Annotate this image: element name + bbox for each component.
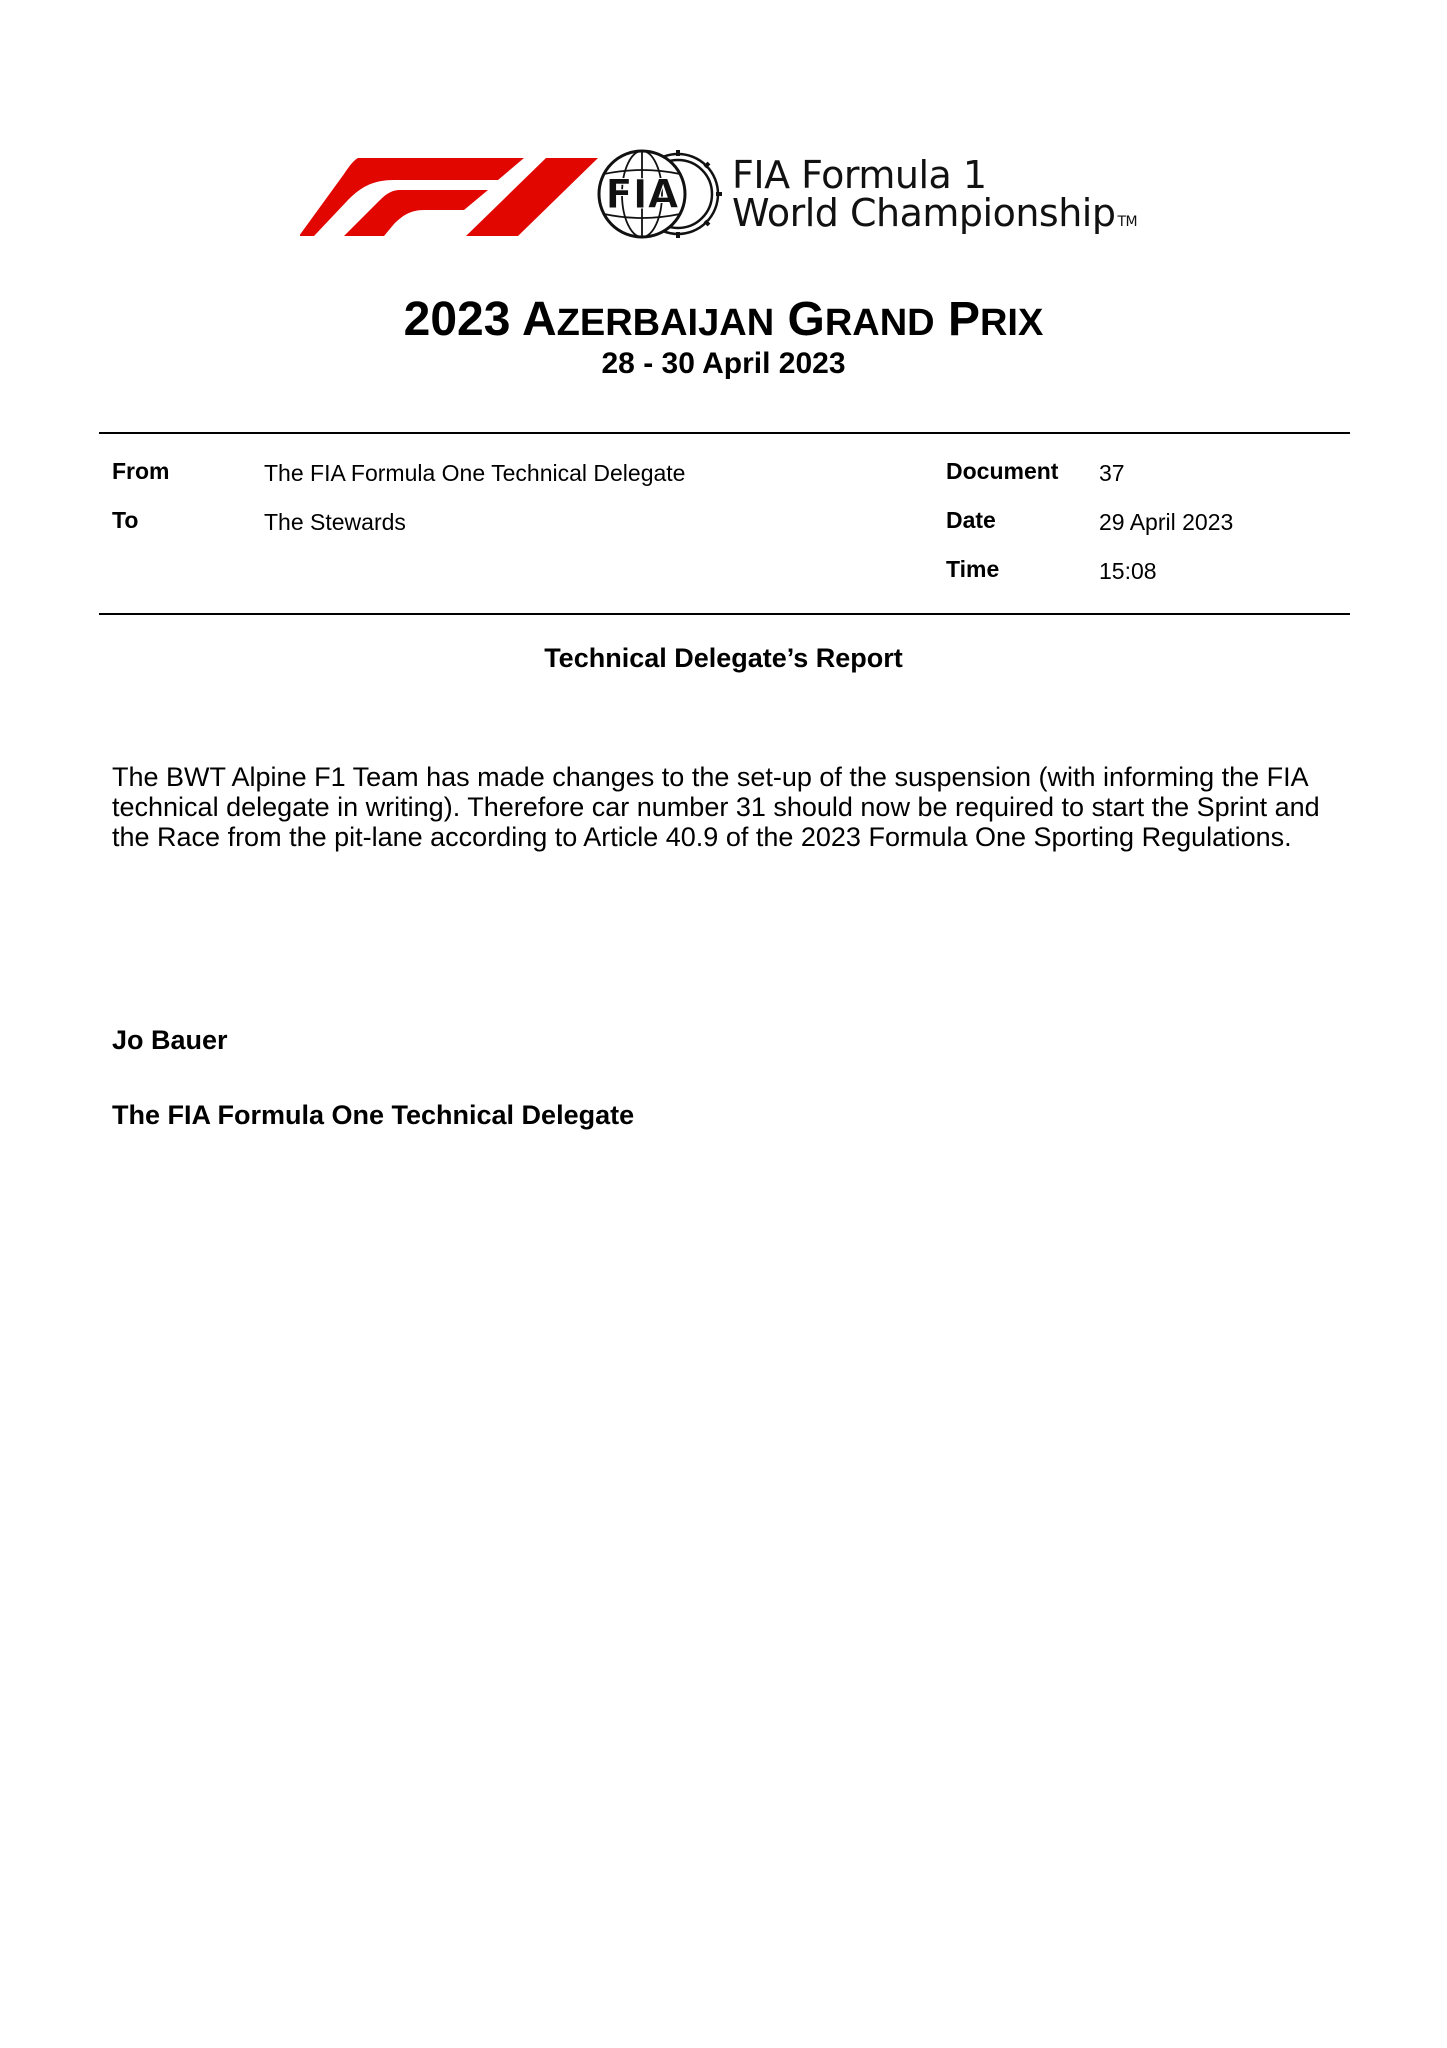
time-value: 15:08 xyxy=(1099,558,1157,584)
brand-line-1: FIA Formula 1 xyxy=(732,153,987,197)
fia-globe-icon xyxy=(596,148,724,240)
signatory-name: Jo Bauer xyxy=(112,1025,228,1055)
bottom-divider xyxy=(99,613,1350,615)
event-dates: 28 - 30 April 2023 xyxy=(601,347,846,380)
report-title: Technical Delegate’s Report xyxy=(544,643,903,673)
to-label: To xyxy=(112,507,139,533)
event-word-3: PRIX xyxy=(947,293,1044,346)
f1-logo-icon xyxy=(300,158,598,236)
from-label: From xyxy=(112,458,170,484)
date-value: 29 April 2023 xyxy=(1099,509,1234,535)
championship-name xyxy=(732,153,1138,241)
time-label: Time xyxy=(946,556,1000,582)
to-value: The Stewards xyxy=(264,509,406,535)
document-number: 37 xyxy=(1099,460,1125,486)
brand-line-2: World Championship xyxy=(732,191,1116,235)
top-divider xyxy=(99,432,1350,434)
trademark-mark: TM xyxy=(1117,214,1138,230)
from-value: The FIA Formula One Technical Delegate xyxy=(264,460,686,486)
document-label: Document xyxy=(946,458,1059,484)
signatory-role: The FIA Formula One Technical Delegate xyxy=(112,1100,635,1130)
event-year: 2023 xyxy=(403,293,511,346)
championship-logo xyxy=(300,148,1200,248)
date-label: Date xyxy=(946,507,996,533)
report-body: The BWT Alpine F1 Team has made changes to the set-up of the suspension (with informing the FIA technical delegate in writing). Therefore car number 31 should now be required to start the Sprint and the Race from the pit-lane according to Article 40.9 of the 2023 Formula One Sporting Regulations. xyxy=(112,762,1320,852)
event-word-2: GRAND xyxy=(787,293,935,346)
event-word-1: AZERBAIJAN xyxy=(522,293,775,346)
svg-text:FIA: FIA xyxy=(605,172,679,218)
event-title xyxy=(0,291,1447,352)
